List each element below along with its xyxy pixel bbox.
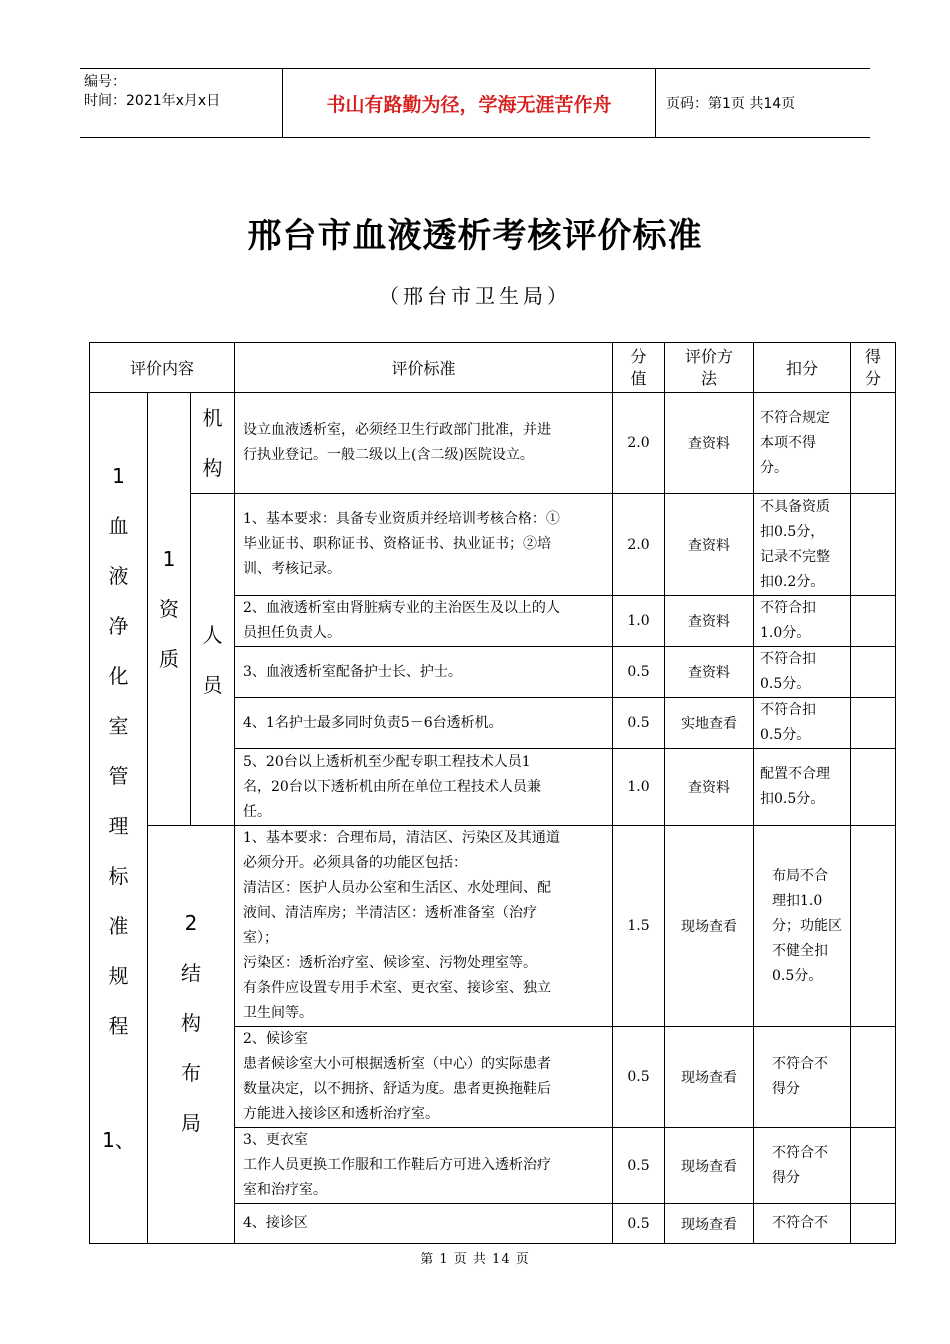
document-date-label: 时间：2021年x月x日 — [84, 93, 221, 109]
text-line: 工作人员更换工作服和工作鞋后方可进入透析治疗 — [243, 1157, 551, 1173]
vertical-char: 管 — [108, 764, 129, 788]
header-score-line2: 值 — [630, 368, 647, 388]
vertical-char: 构 — [181, 1011, 201, 1035]
vertical-char: 血 — [108, 514, 129, 538]
vertical-char: 员 — [202, 672, 223, 697]
score-value: 0.5 — [613, 647, 665, 698]
group-qualification-label — [148, 534, 190, 684]
text-line: 理扣1.0 — [772, 892, 823, 909]
section-1-cell — [90, 393, 148, 1244]
group-qualification-cell — [148, 393, 191, 826]
group-structure-cell — [148, 826, 235, 1244]
method-value: 现场查看 — [665, 1128, 754, 1204]
text-line: 3、血液透析室配备护士长、护士。 — [243, 663, 462, 680]
score-value: 0.5 — [613, 1128, 665, 1204]
method-value: 现场查看 — [665, 826, 754, 1027]
document-number-label: 编号： — [84, 74, 126, 90]
vertical-char: 标 — [108, 864, 129, 888]
vertical-char: 液 — [108, 564, 129, 588]
text-line: 3、更衣室 — [243, 1132, 308, 1148]
standard-text — [235, 1128, 613, 1204]
got-score-cell — [851, 647, 896, 698]
text-line: 有条件应设置专用手术室、更衣室、接诊室、独立 — [243, 980, 551, 996]
text-line: 扣0.5分。 — [760, 791, 825, 807]
vertical-char: 局 — [181, 1111, 201, 1135]
got-score-cell — [851, 494, 896, 596]
section-1-tail: 1、 — [102, 1128, 135, 1152]
header-method — [665, 343, 754, 393]
sub-personnel-label — [191, 610, 234, 710]
text-line: 1、基本要求：合理布局，清洁区、污染区及其通道 — [243, 830, 560, 846]
got-score-cell — [851, 393, 896, 494]
score-value: 0.5 — [613, 1027, 665, 1128]
text-line: 卫生间等。 — [243, 1005, 313, 1021]
vertical-char: 资 — [159, 597, 179, 621]
text-line: 液间、清洁库房；半清洁区：透析准备室（治疗 — [243, 905, 537, 921]
text-line: 本项不得 — [760, 434, 816, 451]
vertical-char: 人 — [202, 622, 223, 647]
deduct-text — [754, 647, 851, 698]
vertical-char: 1 — [162, 547, 176, 571]
text-line: 不符合扣 — [760, 600, 816, 616]
text-line: 不符合不 — [772, 1056, 828, 1072]
standard-text — [235, 698, 613, 749]
vertical-char: 布 — [181, 1061, 201, 1085]
text-line: 得分 — [772, 1169, 800, 1186]
text-line: 不健全扣 — [772, 942, 828, 959]
standard-text — [235, 494, 613, 596]
score-value: 1.0 — [613, 749, 665, 826]
text-line: 任。 — [243, 803, 271, 820]
deduct-text — [754, 749, 851, 826]
table-row — [90, 393, 896, 494]
page-header — [80, 68, 870, 138]
score-value: 0.5 — [613, 698, 665, 749]
section-1-label — [90, 451, 147, 1051]
score-value: 2.0 — [613, 494, 665, 596]
text-line: 4、接诊区 — [243, 1215, 308, 1231]
deduct-text — [754, 1204, 851, 1244]
header-meta — [80, 69, 282, 137]
table-row — [90, 494, 896, 596]
vertical-char: 净 — [108, 614, 129, 638]
vertical-char: 规 — [108, 964, 129, 988]
text-line: 0.5分。 — [760, 727, 811, 743]
text-line: 得分 — [772, 1081, 800, 1097]
text-line: 名，20台以下透析机由所在单位工程技术人员兼 — [243, 778, 541, 795]
text-line: 数量决定，以不拥挤、舒适为度。患者更换拖鞋后 — [243, 1081, 551, 1097]
text-line: 不符合不 — [772, 1144, 828, 1161]
text-line: 布局不合 — [772, 867, 828, 884]
header-page-info: 页码：第1页 共14页 — [666, 96, 796, 112]
vertical-char: 1 — [112, 464, 125, 488]
got-score-cell — [851, 749, 896, 826]
text-line: 0.5分。 — [772, 967, 823, 984]
vertical-char: 2 — [184, 911, 198, 935]
text-line: 不符合扣 — [760, 702, 816, 718]
deduct-text — [754, 494, 851, 596]
table-row — [90, 826, 896, 1027]
text-line: 4、1名护士最多同时负责5－6台透析机。 — [243, 714, 503, 731]
vertical-char: 准 — [108, 914, 129, 938]
vertical-char: 结 — [181, 961, 201, 985]
text-line: 分。 — [760, 459, 788, 476]
deduct-text — [754, 826, 851, 1027]
text-line: 1.0分。 — [760, 625, 811, 641]
got-score-cell — [851, 698, 896, 749]
text-line: 污染区：透析治疗室、候诊室、污物处理室等。 — [243, 955, 537, 971]
header-standard: 评价标准 — [235, 343, 613, 393]
text-line: 不符合规定 — [760, 409, 830, 426]
method-value: 查资料 — [665, 393, 754, 494]
method-value: 查资料 — [665, 647, 754, 698]
header-score-line1: 分 — [630, 346, 647, 366]
score-value: 2.0 — [613, 393, 665, 494]
got-score-cell — [851, 1128, 896, 1204]
group-structure-label — [148, 898, 234, 1148]
standard-text — [235, 1204, 613, 1244]
standard-text — [235, 1027, 613, 1128]
table-header-row — [90, 343, 896, 393]
text-line: 必须分开。必须具备的功能区包括： — [243, 855, 467, 871]
deduct-text — [754, 1128, 851, 1204]
method-value: 实地查看 — [665, 698, 754, 749]
standard-text — [235, 647, 613, 698]
text-line: 2、候诊室 — [243, 1031, 308, 1047]
standard-text — [235, 826, 613, 1027]
got-score-cell — [851, 1204, 896, 1244]
header-got-line2: 分 — [864, 368, 881, 388]
standard-text — [235, 749, 613, 826]
text-line: 分；功能区 — [772, 917, 842, 934]
vertical-char: 理 — [108, 814, 129, 838]
sub-institution-label — [191, 393, 234, 493]
text-line: 训、考核记录。 — [243, 561, 341, 577]
vertical-char: 机 — [202, 406, 223, 430]
standard-text — [235, 393, 613, 494]
deduct-text — [754, 596, 851, 647]
text-line: 员担任负责人。 — [243, 625, 341, 641]
text-line: 行执业登记。一般二级以上(含二级)医院设立。 — [243, 447, 534, 463]
text-line: 配置不合理 — [760, 766, 830, 782]
header-content: 评价内容 — [90, 343, 235, 393]
text-line: 清洁区：医护人员办公室和生活区、水处理间、配 — [243, 880, 551, 896]
score-value: 1.5 — [613, 826, 665, 1027]
document-title: 邢台市血液透析考核评价标准 — [247, 216, 703, 256]
header-score — [613, 343, 665, 393]
text-line: 设立血液透析室，必须经卫生行政部门批准，并进 — [243, 422, 551, 438]
method-value: 查资料 — [665, 749, 754, 826]
page-footer: 第 1 页 共 14 页 — [420, 1252, 530, 1267]
vertical-char: 化 — [108, 664, 129, 688]
header-got-line1: 得 — [864, 346, 881, 366]
text-line: 患者候诊室大小可根据透析室（中心）的实际患者 — [243, 1056, 551, 1072]
text-line: 方能进入接诊区和透析治疗室。 — [243, 1106, 439, 1122]
document-subtitle: （邢台市卫生局） — [379, 284, 571, 308]
text-line: 0.5分。 — [760, 676, 811, 692]
evaluation-table — [89, 342, 896, 1244]
text-line: 5、20台以上透析机至少配专职工程技术人员1 — [243, 753, 531, 770]
score-value: 1.0 — [613, 596, 665, 647]
method-value: 现场查看 — [665, 1027, 754, 1128]
sub-institution-cell — [191, 393, 235, 494]
deduct-text — [754, 1027, 851, 1128]
deduct-text — [754, 698, 851, 749]
vertical-char: 程 — [108, 1014, 129, 1038]
got-score-cell — [851, 596, 896, 647]
sub-personnel-cell — [191, 494, 235, 826]
got-score-cell — [851, 1027, 896, 1128]
text-line: 不具备资质 — [760, 498, 830, 515]
text-line: 2、血液透析室由肾脏病专业的主治医生及以上的人 — [243, 600, 560, 616]
header-motto: 书山有路勤为径，学海无涯苦作舟 — [282, 69, 656, 137]
text-line: 室）； — [243, 930, 278, 946]
text-line: 毕业证书、职称证书、资格证书、执业证书；②培 — [243, 536, 551, 552]
text-line: 不符合不 — [772, 1215, 828, 1231]
header-method-line2: 法 — [700, 368, 717, 388]
method-value: 现场查看 — [665, 1204, 754, 1244]
deduct-text — [754, 393, 851, 494]
header-method-line1: 评价方 — [684, 346, 733, 366]
score-value: 0.5 — [613, 1204, 665, 1244]
vertical-char: 质 — [159, 647, 179, 671]
vertical-char: 构 — [202, 456, 223, 480]
standard-text — [235, 596, 613, 647]
header-got — [851, 343, 896, 393]
header-deduct: 扣分 — [754, 343, 851, 393]
text-line: 扣0.2分。 — [760, 573, 825, 590]
method-value: 查资料 — [665, 494, 754, 596]
text-line: 1、基本要求：具备专业资质并经培训考核合格：① — [243, 511, 560, 527]
text-line: 扣0.5分， — [760, 523, 825, 540]
text-line: 不符合扣 — [760, 651, 816, 667]
vertical-char: 室 — [108, 714, 129, 738]
text-line: 室和治疗室。 — [243, 1182, 327, 1198]
method-value: 查资料 — [665, 596, 754, 647]
got-score-cell — [851, 826, 896, 1027]
text-line: 记录不完整 — [760, 548, 830, 565]
